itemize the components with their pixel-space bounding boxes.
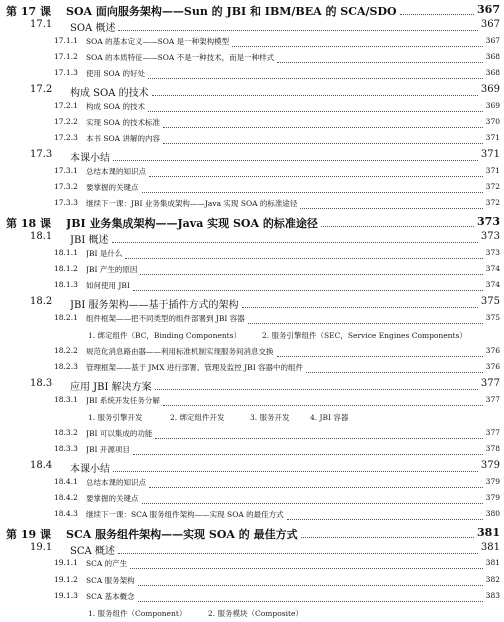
toc-leader-dots — [248, 323, 483, 324]
toc-entry — [0, 476, 504, 492]
toc-entry — [0, 443, 504, 459]
toc-leader-dots — [118, 30, 478, 31]
toc-title: 继续下一课：SCA 服务组件架构——实现 SOA 的最佳方式 — [86, 510, 284, 519]
toc-page-number: 367 — [485, 36, 500, 45]
toc-entry — [0, 525, 504, 541]
toc-title: 总结本课的知识点 — [86, 167, 146, 176]
toc-leader-dots — [138, 601, 483, 602]
toc-entry — [0, 459, 504, 475]
toc-leader-dots — [142, 192, 483, 193]
toc-number: 18.1 — [30, 231, 53, 242]
toc-title: 本课小结 — [70, 464, 110, 475]
toc-leader-dots — [232, 46, 483, 47]
toc-leader-dots — [113, 160, 478, 161]
toc-number: 18.3.3 — [54, 444, 78, 453]
toc-page-number: 367 — [477, 3, 500, 16]
toc-number: 18.3.2 — [54, 428, 78, 437]
toc-number: 18.4.2 — [54, 493, 78, 502]
toc-number: 17.2.3 — [54, 133, 78, 142]
toc-entry — [0, 263, 504, 279]
toc-leader-dots — [130, 568, 483, 569]
toc-title: JBI 系统开发任务分解 — [86, 396, 160, 405]
toc-number: 18.4 — [30, 460, 53, 471]
toc-entry — [0, 295, 504, 311]
toc-page-number: 373 — [480, 231, 500, 242]
toc-subitem: 2. 绑定组件开发 — [170, 413, 225, 422]
toc-leader-dots — [306, 372, 483, 373]
toc-leader-dots — [149, 487, 483, 488]
toc-number: 18.3 — [30, 378, 53, 389]
toc-entry — [0, 377, 504, 393]
toc-title: 要掌握的关键点 — [86, 494, 139, 503]
toc-entry — [0, 67, 504, 83]
toc-leader-dots — [163, 405, 483, 406]
toc-page-number: 379 — [480, 460, 500, 471]
toc-number: 17.3 — [30, 149, 53, 160]
toc-title: JBI 可以集成的功能 — [86, 429, 153, 438]
toc-number: 18.1.1 — [54, 248, 78, 257]
toc-title: 构成 SOA 的技术 — [86, 102, 145, 111]
toc-subitems — [0, 410, 504, 426]
toc-page-number: 373 — [485, 248, 500, 257]
toc-entry — [0, 312, 504, 328]
toc-entry — [0, 2, 504, 18]
toc-leader-dots — [277, 62, 483, 63]
toc-title: SOA 的本质特征——SOA 不是一种技术，而是一种样式 — [86, 53, 275, 62]
toc-title: 继续下一课：JBI 业务集成架构——Java 实现 SOA 的标准途径 — [86, 199, 298, 208]
toc-number: 17.1.2 — [54, 52, 78, 61]
toc-entry — [0, 132, 504, 148]
toc-page-number: 368 — [485, 52, 500, 61]
toc-page-number: 375 — [480, 296, 500, 307]
toc-leader-dots — [118, 553, 478, 554]
toc-leader-dots — [142, 503, 483, 504]
toc-entry — [0, 394, 504, 410]
toc-entry — [0, 197, 504, 213]
toc-entry — [0, 148, 504, 164]
toc-title: SCA 服务架构 — [86, 576, 135, 585]
toc-title: 管理框架——基于 JMX 进行部署、管理及监控 JBI 容器中的组件 — [86, 363, 304, 372]
toc-number: 18.4.1 — [54, 477, 78, 486]
toc-page-number: 380 — [485, 509, 500, 518]
toc-entry — [0, 247, 504, 263]
toc-title: SCA 概述 — [70, 546, 115, 557]
toc-page-number: 371 — [480, 149, 500, 160]
toc-title: 总结本课的知识点 — [86, 478, 146, 487]
toc-subitem: 2. 服务引擎组件（SEC，Service Engines Components） — [262, 331, 467, 340]
toc-page-number: 372 — [485, 182, 500, 191]
toc-page-number: 377 — [485, 428, 500, 437]
toc-leader-dots — [133, 454, 483, 455]
toc-page-number: 368 — [485, 68, 500, 77]
toc-leader-dots — [112, 242, 478, 243]
toc-entry — [0, 492, 504, 508]
toc-number: 17.3.2 — [54, 182, 78, 191]
toc-title: SCA 基本概念 — [86, 592, 135, 601]
toc-title: 使用 SOA 的好处 — [86, 69, 145, 78]
toc-leader-dots — [149, 176, 483, 177]
toc-title: 规范化消息路由器——利用标准机制实现服务间消息交换 — [86, 347, 274, 356]
toc-leader-dots — [155, 438, 483, 439]
toc-entry — [0, 35, 504, 51]
toc-entry — [0, 508, 504, 524]
toc-leader-dots — [113, 471, 478, 472]
toc-leader-dots — [148, 111, 483, 112]
toc-page-number: 379 — [485, 493, 500, 502]
toc-leader-dots — [301, 537, 474, 538]
toc-page-number: 375 — [485, 313, 500, 322]
toc-number: 第 17 课 — [6, 5, 51, 18]
toc-page-number: 367 — [480, 19, 500, 30]
toc-entry — [0, 83, 504, 99]
toc-subitems — [0, 328, 504, 344]
toc-number: 19.1.3 — [54, 591, 78, 600]
toc-number: 18.4.3 — [54, 509, 78, 518]
toc-number: 第 18 课 — [6, 217, 51, 230]
toc-leader-dots — [138, 585, 483, 586]
toc-title: SCA 服务组件架构——实现 SOA 的 最佳方式 — [66, 528, 298, 541]
toc-entry — [0, 279, 504, 295]
toc-entry — [0, 100, 504, 116]
toc-page-number: 383 — [485, 591, 500, 600]
toc-leader-dots — [125, 258, 483, 259]
toc-leader-dots — [242, 307, 478, 308]
toc-title: 构成 SOA 的技术 — [70, 88, 149, 99]
toc-number: 18.2.1 — [54, 313, 78, 322]
toc-entry — [0, 345, 504, 361]
toc-leader-dots — [321, 226, 474, 227]
toc-number: 17.2.2 — [54, 117, 78, 126]
toc-number: 18.1.2 — [54, 264, 78, 273]
toc-title: 本书 SOA 讲解的内容 — [86, 134, 160, 143]
toc-number: 18.2 — [30, 296, 53, 307]
toc-number: 17.2.1 — [54, 101, 78, 110]
toc-title: SCA 的产生 — [86, 559, 128, 568]
toc-entry — [0, 361, 504, 377]
toc-title: 组件框架——把不同类型的组件部署到 JBI 容器 — [86, 314, 245, 323]
toc-number: 17.3.1 — [54, 166, 78, 175]
toc-title: JBI 是什么 — [86, 249, 123, 258]
toc-page-number: 376 — [485, 346, 500, 355]
toc-page-number: 382 — [485, 575, 500, 584]
toc-subitem: 1. 绑定组件（BC，Binding Components） — [88, 331, 242, 340]
toc-page-number: 377 — [480, 378, 500, 389]
toc-leader-dots — [155, 389, 478, 390]
toc-leader-dots — [300, 208, 483, 209]
toc-title: 如何使用 JBI — [86, 281, 130, 290]
toc-subitem: 1. 服务引擎开发 — [88, 413, 143, 422]
toc-number: 18.1.3 — [54, 280, 78, 289]
toc-page-number: 374 — [485, 264, 500, 273]
toc-page-number: 369 — [485, 101, 500, 110]
toc-title: JBI 服务架构——基于插件方式的架构 — [70, 300, 239, 311]
toc-subitem: 4. JBI 容器 — [310, 413, 349, 422]
toc-page-number: 374 — [485, 280, 500, 289]
toc-title: SOA 概述 — [70, 23, 116, 34]
toc-title: JBI 产生的原因 — [86, 265, 138, 274]
toc-leader-dots — [148, 78, 483, 79]
toc-number: 17.1.3 — [54, 68, 78, 77]
toc-entry — [0, 116, 504, 132]
toc-entry — [0, 590, 504, 606]
toc-entry — [0, 427, 504, 443]
toc-title: JBI 开源项目 — [86, 445, 130, 454]
toc-subitem: 1. 服务组件（Component） — [88, 609, 187, 618]
toc-page-number: 372 — [485, 198, 500, 207]
toc-page-number: 369 — [480, 84, 500, 95]
toc-page-number: 371 — [485, 133, 500, 142]
toc-entry — [0, 541, 504, 557]
toc-page-number: 376 — [485, 362, 500, 371]
toc-title: 应用 JBI 解决方案 — [70, 382, 152, 393]
toc-subitem: 2. 服务模块（Composite） — [208, 609, 303, 618]
toc-entry — [0, 574, 504, 590]
toc-page-number: 377 — [485, 395, 500, 404]
toc-leader-dots — [152, 95, 478, 96]
toc-number: 第 19 课 — [6, 528, 51, 541]
toc-page-number: 370 — [485, 117, 500, 126]
toc-leader-dots — [133, 290, 483, 291]
toc-title: 本课小结 — [70, 153, 110, 164]
toc-entry — [0, 230, 504, 246]
toc-number: 17.2 — [30, 84, 53, 95]
toc-subitem: 3. 服务开发 — [250, 413, 290, 422]
toc-leader-dots — [277, 356, 483, 357]
toc-page-number: 378 — [485, 444, 500, 453]
toc-title: SOA 面向服务架构——Sun 的 JBI 和 IBM/BEA 的 SCA/SDO — [66, 5, 397, 18]
toc-number: 18.2.2 — [54, 346, 78, 355]
toc-title: 实现 SOA 的技术标准 — [86, 118, 160, 127]
toc-page-number: 379 — [485, 477, 500, 486]
toc-number: 19.1.1 — [54, 558, 78, 567]
toc-entry — [0, 165, 504, 181]
toc-leader-dots — [287, 519, 483, 520]
toc-page-number: 381 — [477, 526, 500, 539]
toc-leader-dots — [140, 274, 483, 275]
toc-number: 19.1 — [30, 542, 53, 553]
toc-leader-dots — [163, 143, 483, 144]
toc-title: JBI 概述 — [70, 235, 109, 246]
toc-page-number: 371 — [485, 166, 500, 175]
toc-number: 18.3.1 — [54, 395, 78, 404]
toc-title: JBI 业务集成架构——Java 实现 SOA 的标准途径 — [66, 217, 318, 230]
toc-leader-dots — [400, 14, 474, 15]
toc-title: SOA 的基本定义——SOA 是一种架构模型 — [86, 37, 230, 46]
toc-entry — [0, 557, 504, 573]
toc-entry — [0, 18, 504, 34]
toc-number: 19.1.2 — [54, 575, 78, 584]
toc-number: 17.1 — [30, 19, 53, 30]
toc-page-number: 373 — [477, 215, 500, 228]
toc-subitems — [0, 606, 504, 622]
toc-number: 17.3.3 — [54, 198, 78, 207]
toc-number: 18.2.3 — [54, 362, 78, 371]
toc-leader-dots — [163, 127, 483, 128]
toc-title: 要掌握的关键点 — [86, 183, 139, 192]
toc-page-number: 381 — [485, 558, 500, 567]
toc-entry — [0, 214, 504, 230]
toc-page-number: 381 — [480, 542, 500, 553]
toc-entry — [0, 181, 504, 197]
toc-entry — [0, 51, 504, 67]
toc-number: 17.1.1 — [54, 36, 78, 45]
